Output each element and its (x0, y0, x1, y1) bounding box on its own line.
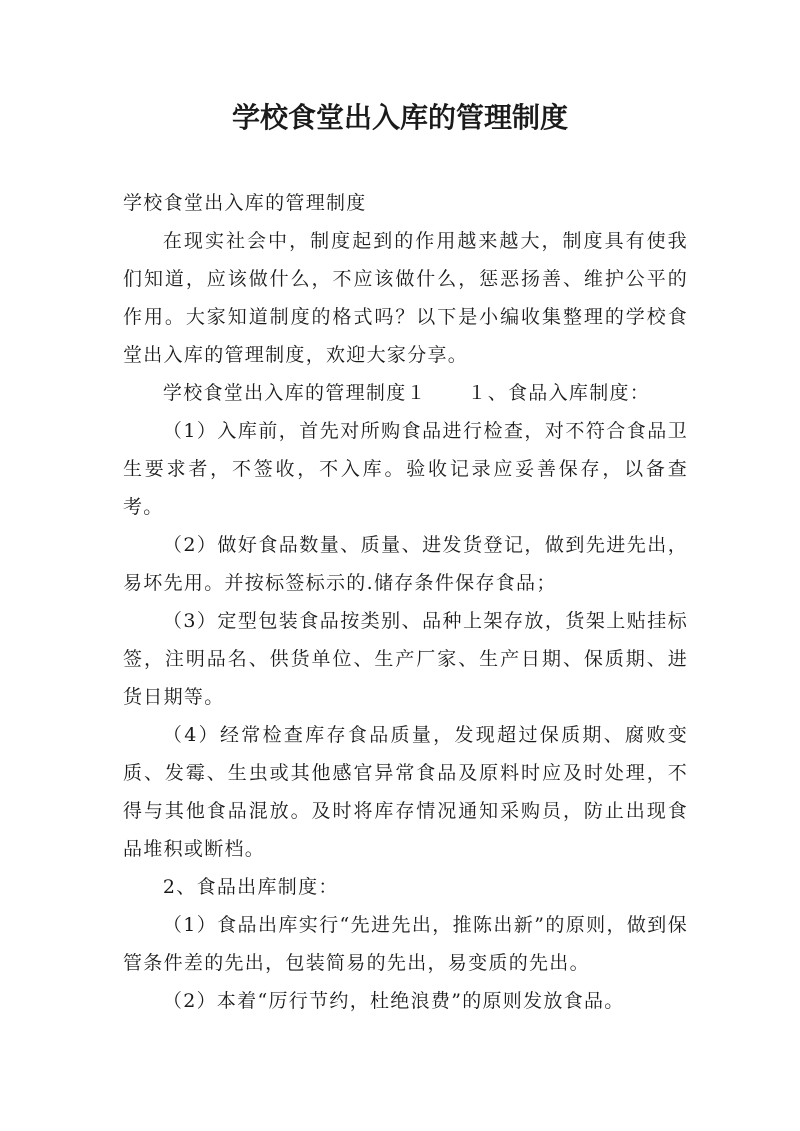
outbound-rule-1: （1）食品出库实行“先进先出，推陈出新”的原则，做到保管条件差的先出，包装简易的先出，易变质的先出。 (123, 914, 688, 974)
intro-paragraph: 在现实社会中，制度起到的作用越来越大，制度具有使我们知道，应该做什么，不应该做什么，惩恶扬善、维护公平的作用。大家知道制度的格式吗？以下是小编收集整理的学校食堂出入库的管理制度，欢迎大家分享。 (123, 230, 688, 366)
document-body (123, 184, 688, 1020)
document-subtitle: 学校食堂出入库的管理制度 (123, 192, 367, 214)
intake-rule-4: （4）经常检查库存食品质量，发现超过保质期、腐败变质、发霉、生虫或其他感官异常食品及原料时应及时处理，不得与其他食品混放。及时将库存情况通知采购员，防止出现食品堆积或断档。 (123, 724, 688, 860)
section-heading-intake: 学校食堂出入库的管理制度１ １、食品入库制度： (162, 382, 651, 404)
outbound-rule-2: （2）本着“厉行节约，杜绝浪费”的原则发放食品。 (162, 990, 625, 1012)
intake-rule-2: （2）做好食品数量、质量、进发货登记，做到先进先出，易坏先用。并按标签标示的.储存条件保存食品； (123, 534, 688, 594)
document-title: 学校食堂出入库的管理制度 (231, 101, 568, 134)
intake-rule-3: （3）定型包装食品按类别、品种上架存放，货架上贴挂标签，注明品名、供货单位、生产厂家、生产日期、保质期、进货日期等。 (123, 610, 688, 708)
intake-rule-1: （1）入库前，首先对所购食品进行检查，对不符合食品卫生要求者，不签收，不入库。验收记录应妥善保存，以备查考。 (123, 420, 688, 518)
section-heading-outbound: 2、食品出库制度： (162, 876, 339, 898)
